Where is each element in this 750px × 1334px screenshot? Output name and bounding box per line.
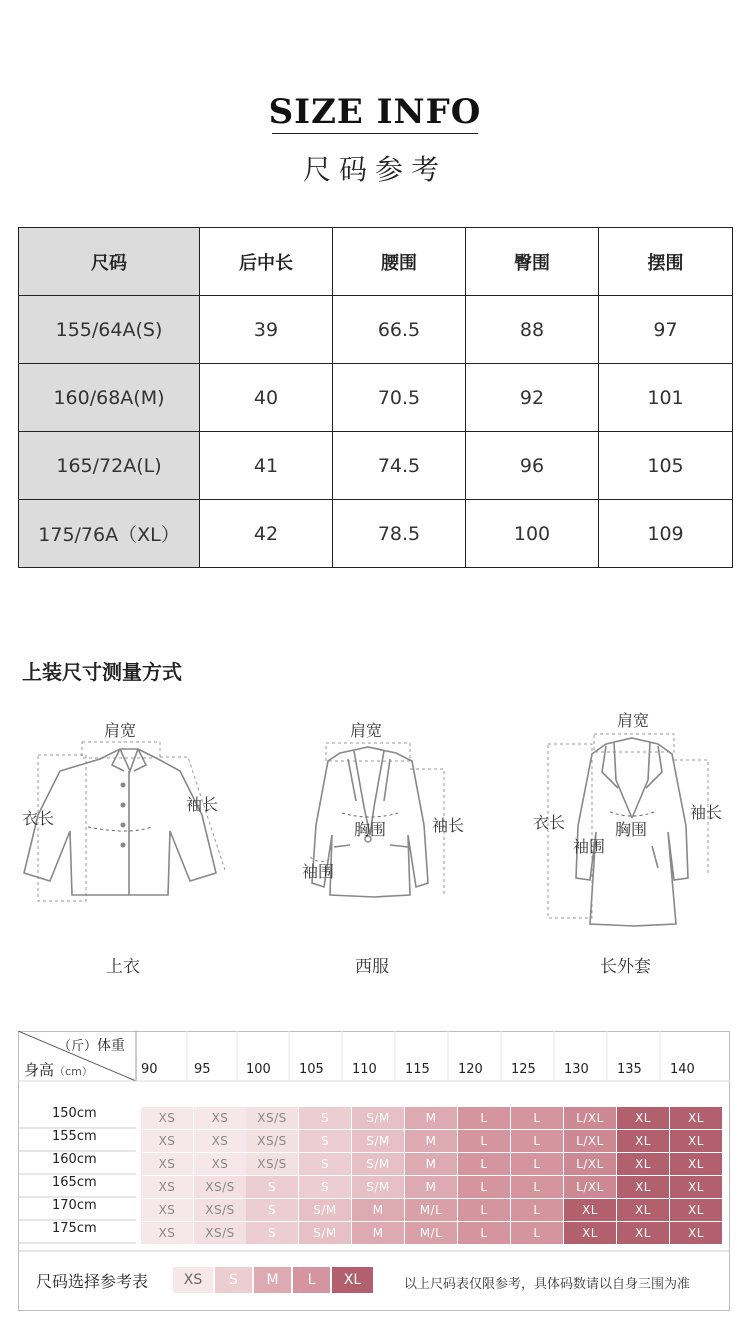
shirt-sleeve-label: 袖长 bbox=[186, 795, 219, 814]
size-grid-cell: S/M bbox=[299, 1222, 351, 1244]
weight-col-label: 135 bbox=[617, 1062, 642, 1077]
size-grid-cell: M bbox=[405, 1176, 457, 1198]
value-cell: 66.5 bbox=[333, 296, 466, 364]
size-grid-cell: L bbox=[511, 1199, 563, 1221]
size-grid-cell: XL bbox=[670, 1222, 722, 1244]
header-size: 尺码 bbox=[19, 228, 200, 296]
value-cell: 39 bbox=[200, 296, 333, 364]
value-cell: 92 bbox=[466, 364, 599, 432]
size-grid-cell: XL bbox=[617, 1130, 669, 1152]
table-row bbox=[19, 296, 733, 364]
size-grid-cell: M bbox=[405, 1153, 457, 1175]
shirt-length-label: 衣长 bbox=[22, 809, 55, 828]
size-grid-cell: S bbox=[299, 1153, 351, 1175]
legend-swatch: S bbox=[215, 1267, 252, 1293]
weight-col-label: 120 bbox=[458, 1062, 483, 1077]
weight-label: 体重 bbox=[97, 1038, 126, 1054]
size-grid-cell: M bbox=[405, 1107, 457, 1129]
size-grid-cell: L/XL bbox=[564, 1130, 616, 1152]
header-back-length: 后中长 bbox=[200, 228, 333, 296]
size-grid-cell: L bbox=[511, 1107, 563, 1129]
size-grid-cell: M bbox=[405, 1130, 457, 1152]
size-table bbox=[18, 227, 733, 568]
size-grid-cell: L bbox=[511, 1153, 563, 1175]
suit-chest-label: 胸围 bbox=[354, 820, 387, 839]
size-grid-cell: XS bbox=[141, 1130, 193, 1152]
value-cell: 96 bbox=[466, 432, 599, 500]
weight-col-label: 140 bbox=[670, 1062, 695, 1077]
size-grid-cell: XS/S bbox=[194, 1176, 246, 1198]
size-grid-cell: XL bbox=[670, 1153, 722, 1175]
size-grid-cell: M/L bbox=[405, 1222, 457, 1244]
coat-cuff-label: 袖围 bbox=[573, 837, 606, 856]
size-cell: 155/64A(S) bbox=[19, 296, 200, 364]
coat-caption: 长外套 bbox=[600, 957, 651, 977]
suit-shoulder-label: 肩宽 bbox=[350, 721, 383, 740]
size-grid-cell: XL bbox=[670, 1107, 722, 1129]
height-label: 身高 bbox=[24, 1061, 55, 1079]
size-grid-cell: L bbox=[511, 1222, 563, 1244]
value-cell: 101 bbox=[599, 364, 733, 432]
size-table-header-row bbox=[19, 228, 733, 296]
size-grid-cell: XL bbox=[617, 1199, 669, 1221]
size-grid-cell: XS bbox=[141, 1107, 193, 1129]
weight-unit: （斤） bbox=[58, 1039, 98, 1054]
weight-col-label: 105 bbox=[299, 1062, 324, 1077]
size-grid-cell: XL bbox=[617, 1222, 669, 1244]
size-grid-cell: S bbox=[246, 1176, 298, 1198]
weight-header bbox=[58, 1035, 125, 1055]
suit-sleeve-label: 袖长 bbox=[432, 816, 465, 835]
size-grid-cell: L/XL bbox=[564, 1153, 616, 1175]
size-grid-cell: L bbox=[511, 1176, 563, 1198]
size-grid-cell: L bbox=[458, 1222, 510, 1244]
value-cell: 40 bbox=[200, 364, 333, 432]
size-grid-cell: XL bbox=[617, 1176, 669, 1198]
legend-swatch: XS bbox=[173, 1267, 213, 1293]
size-grid-cell: XS bbox=[194, 1130, 246, 1152]
coat-length-label: 衣长 bbox=[533, 813, 566, 832]
height-row-label: 150cm bbox=[52, 1106, 97, 1121]
weight-col-label: 130 bbox=[564, 1062, 589, 1077]
size-grid-cell: L/XL bbox=[564, 1107, 616, 1129]
size-grid-cell: XS/S bbox=[194, 1222, 246, 1244]
size-grid-cell: XS bbox=[141, 1153, 193, 1175]
legend-swatch: M bbox=[254, 1267, 291, 1293]
size-grid-cell: XS/S bbox=[194, 1199, 246, 1221]
table-row bbox=[19, 500, 733, 568]
weight-col-label: 95 bbox=[194, 1062, 211, 1077]
height-row-label: 165cm bbox=[52, 1175, 97, 1190]
header-hem: 摆围 bbox=[599, 228, 733, 296]
value-cell: 88 bbox=[466, 296, 599, 364]
shirt-shoulder-label: 肩宽 bbox=[104, 721, 137, 740]
size-grid-cell: S/M bbox=[352, 1176, 404, 1198]
coat-shoulder-label: 肩宽 bbox=[617, 711, 650, 730]
coat-chest-label: 胸围 bbox=[615, 820, 648, 839]
header-hip: 臀围 bbox=[466, 228, 599, 296]
weight-col-label: 90 bbox=[141, 1062, 158, 1077]
shirt-caption: 上衣 bbox=[106, 957, 140, 977]
legend-swatch: XL bbox=[332, 1267, 373, 1293]
height-header bbox=[24, 1059, 93, 1080]
size-grid-cell: S/M bbox=[299, 1199, 351, 1221]
size-grid-cell: XS bbox=[141, 1199, 193, 1221]
size-grid-cell: S bbox=[246, 1222, 298, 1244]
size-grid-cell: S bbox=[299, 1107, 351, 1129]
size-grid-cell: L bbox=[458, 1130, 510, 1152]
value-cell: 41 bbox=[200, 432, 333, 500]
size-grid-cell: S/M bbox=[352, 1107, 404, 1129]
size-grid-cell: XL bbox=[670, 1130, 722, 1152]
size-grid-cell: L bbox=[458, 1176, 510, 1198]
size-grid-cell: XS/S bbox=[246, 1107, 298, 1129]
value-cell: 105 bbox=[599, 432, 733, 500]
size-cell: 175/76A（XL） bbox=[19, 500, 200, 568]
measure-section-title: 上装尺寸测量方式 bbox=[22, 660, 182, 684]
height-unit: （cm） bbox=[54, 1065, 93, 1078]
title-chinese: 尺码参考 bbox=[302, 153, 447, 186]
table-row bbox=[19, 364, 733, 432]
height-row-label: 160cm bbox=[52, 1152, 97, 1167]
weight-col-label: 125 bbox=[511, 1062, 536, 1077]
suit-cuff-label: 袖围 bbox=[302, 862, 335, 881]
size-grid-cell: S bbox=[299, 1176, 351, 1198]
weight-col-label: 100 bbox=[246, 1062, 271, 1077]
value-cell: 100 bbox=[466, 500, 599, 568]
size-grid-cell: XS/S bbox=[246, 1153, 298, 1175]
legend-title: 尺码选择参考表 bbox=[36, 1272, 149, 1291]
size-grid-cell: XL bbox=[617, 1107, 669, 1129]
value-cell: 97 bbox=[599, 296, 733, 364]
size-grid-cell: L bbox=[458, 1199, 510, 1221]
reference-note: 以上尺码表仅限参考，具体码数请以自身三围为准 bbox=[404, 1277, 691, 1292]
size-grid-cell: XS bbox=[141, 1222, 193, 1244]
size-grid-cell: L bbox=[458, 1107, 510, 1129]
size-grid-cell: L bbox=[458, 1153, 510, 1175]
title-english: SIZE INFO bbox=[268, 92, 482, 132]
size-grid-cell: XL bbox=[670, 1176, 722, 1198]
size-cell: 165/72A(L) bbox=[19, 432, 200, 500]
size-cell: 160/68A(M) bbox=[19, 364, 200, 432]
suit-caption: 西服 bbox=[355, 957, 389, 977]
height-row-label: 155cm bbox=[52, 1129, 97, 1144]
title-divider bbox=[272, 133, 478, 134]
value-cell: 74.5 bbox=[333, 432, 466, 500]
size-grid-cell: L/XL bbox=[564, 1176, 616, 1198]
size-grid-cell: XS bbox=[141, 1176, 193, 1198]
size-grid-cell: XL bbox=[564, 1199, 616, 1221]
size-grid-cell: L bbox=[511, 1130, 563, 1152]
size-grid-cell: S/M bbox=[352, 1153, 404, 1175]
size-grid-cell: XS bbox=[194, 1153, 246, 1175]
size-grid-cell: S/M bbox=[352, 1130, 404, 1152]
size-grid-cell: M/L bbox=[405, 1199, 457, 1221]
size-grid-cell: M bbox=[352, 1222, 404, 1244]
value-cell: 42 bbox=[200, 500, 333, 568]
height-row-label: 175cm bbox=[52, 1221, 97, 1236]
weight-col-label: 115 bbox=[405, 1062, 430, 1077]
value-cell: 109 bbox=[599, 500, 733, 568]
size-grid-cell: XS/S bbox=[246, 1130, 298, 1152]
header-waist: 腰围 bbox=[333, 228, 466, 296]
value-cell: 78.5 bbox=[333, 500, 466, 568]
height-row-label: 170cm bbox=[52, 1198, 97, 1213]
legend-swatch: L bbox=[293, 1267, 330, 1293]
size-grid-cell: XL bbox=[564, 1222, 616, 1244]
size-grid-cell: M bbox=[352, 1199, 404, 1221]
size-grid-cell: XL bbox=[617, 1153, 669, 1175]
size-grid-cell: S bbox=[246, 1199, 298, 1221]
coat-sleeve-label: 袖长 bbox=[690, 803, 723, 822]
size-grid-cell: XL bbox=[670, 1199, 722, 1221]
table-row bbox=[19, 432, 733, 500]
size-grid-cell: S bbox=[299, 1130, 351, 1152]
value-cell: 70.5 bbox=[333, 364, 466, 432]
size-grid-cell: XS bbox=[194, 1107, 246, 1129]
weight-col-label: 110 bbox=[352, 1062, 377, 1077]
